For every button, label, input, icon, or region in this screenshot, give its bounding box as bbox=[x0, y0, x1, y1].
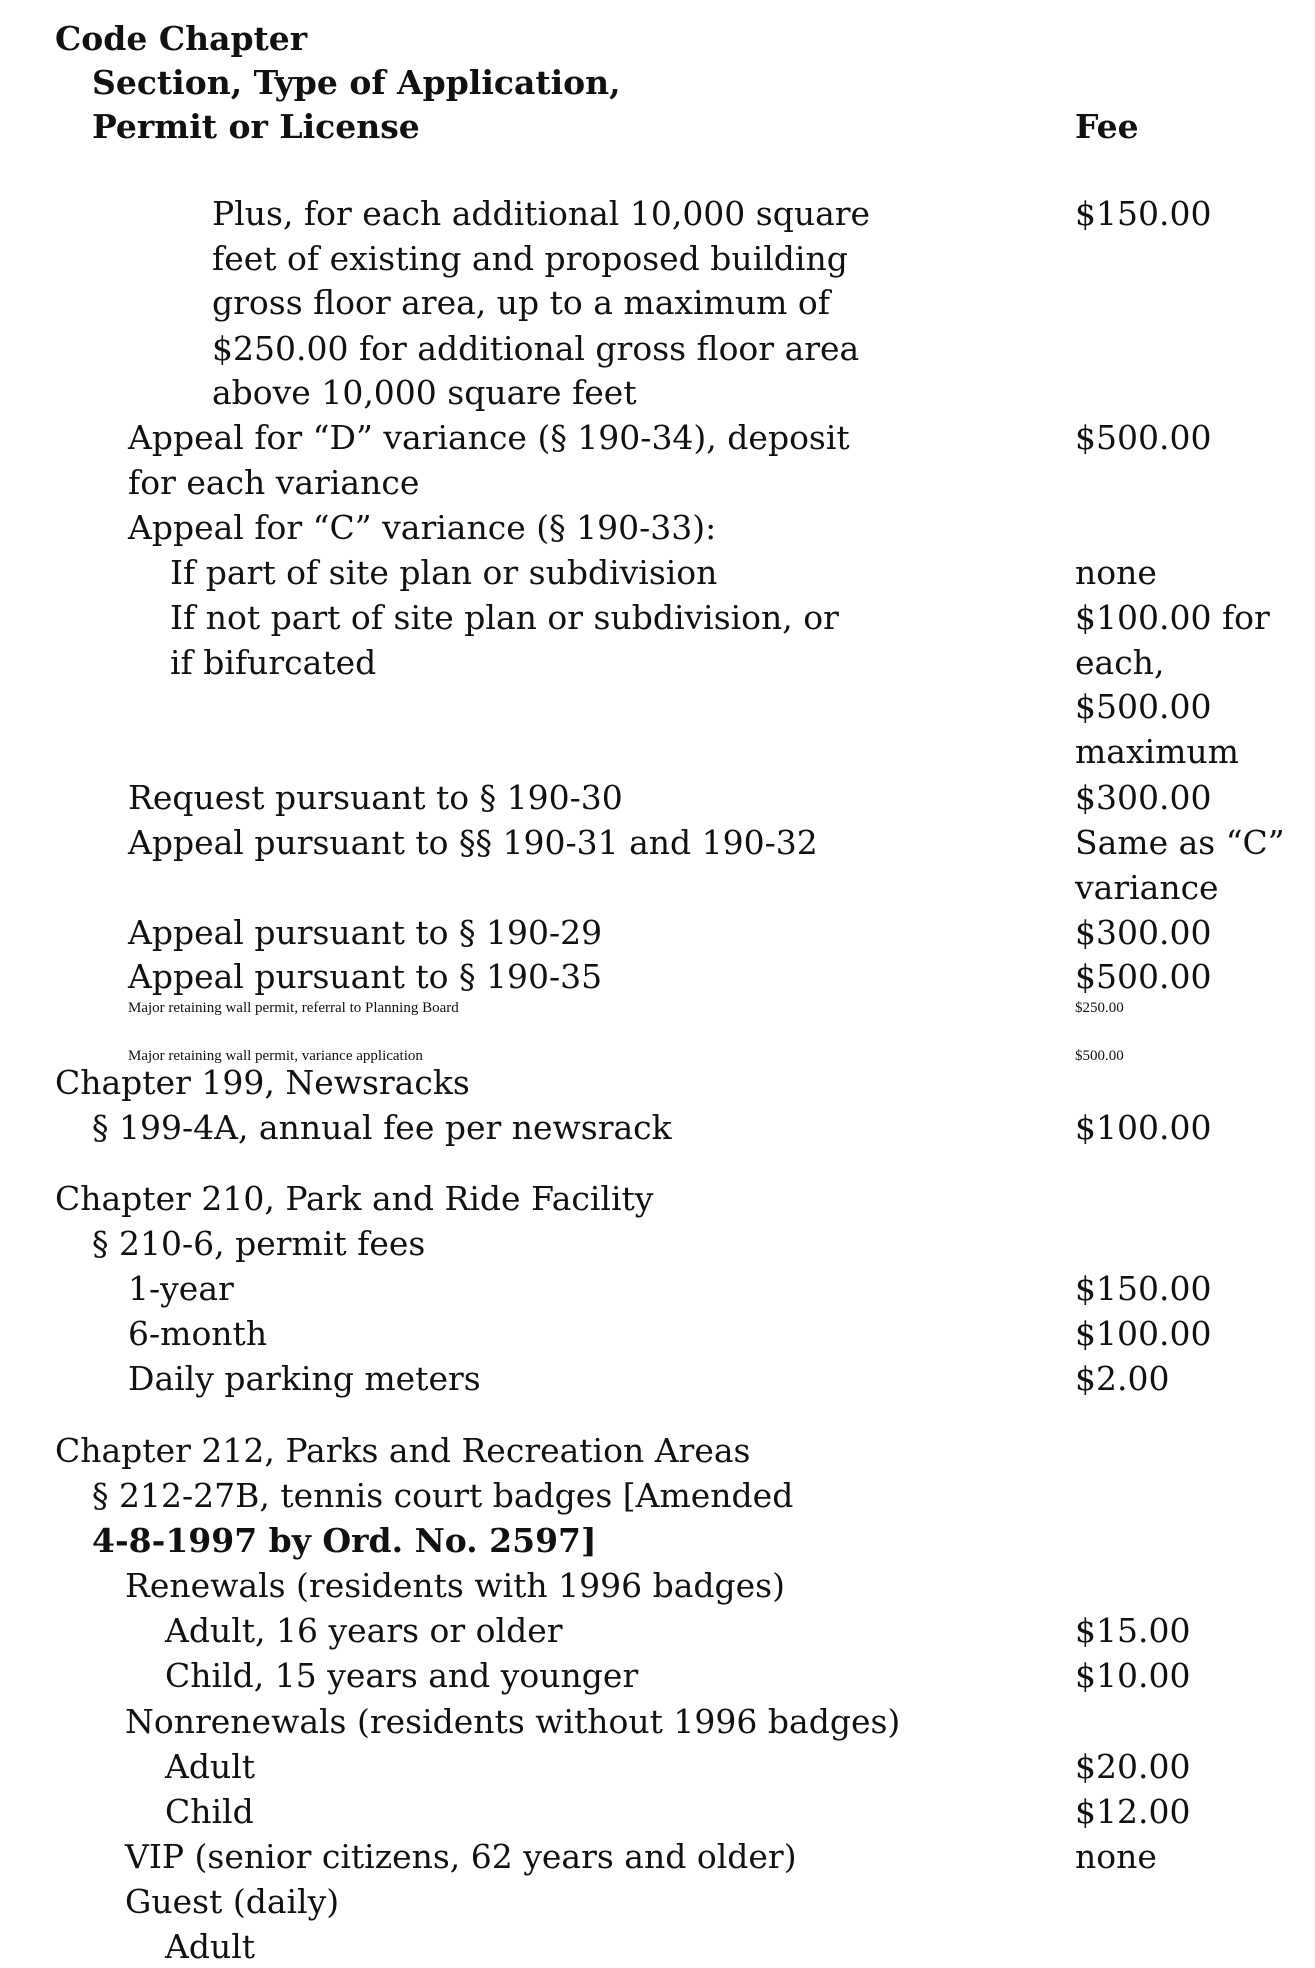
row-210-6-desc: § 210-6, permit fees bbox=[92, 1224, 426, 1263]
header-permit-license: Permit or License bbox=[92, 107, 420, 146]
row-nonrenewals-adult-desc: Adult bbox=[165, 1747, 256, 1786]
row-nonrenewals-child-fee: $12.00 bbox=[1075, 1792, 1191, 1831]
row-d-variance-fee: $500.00 bbox=[1075, 418, 1212, 457]
row-appeal-190-29-fee: $300.00 bbox=[1075, 913, 1212, 952]
row-retaining-wall-referral-desc: Major retaining wall permit, referral to Planning Board bbox=[128, 1000, 459, 1016]
row-212-27b-desc-2: 4-8-1997 by Ord. No. 2597] bbox=[92, 1521, 597, 1560]
row-c-notpart-fee-4: maximum bbox=[1075, 732, 1239, 771]
row-210-1year-desc: 1-year bbox=[128, 1269, 234, 1308]
row-appeal-190-35-desc: Appeal pursuant to § 190-35 bbox=[128, 957, 603, 996]
row-d-variance-desc-2: for each variance bbox=[128, 463, 420, 502]
row-c-part-desc: If part of site plan or subdivision bbox=[170, 553, 718, 592]
row-retaining-wall-variance-desc: Major retaining wall permit, variance application bbox=[128, 1048, 423, 1064]
row-plus-desc-1: Plus, for each additional 10,000 square bbox=[212, 194, 871, 233]
row-retaining-wall-referral-fee: $250.00 bbox=[1075, 1000, 1124, 1016]
row-nonrenewals-desc: Nonrenewals (residents without 1996 badges) bbox=[125, 1702, 901, 1741]
row-retaining-wall-variance-fee: $500.00 bbox=[1075, 1048, 1124, 1064]
row-appeal-190-35-fee: $500.00 bbox=[1075, 957, 1212, 996]
row-appeal-190-31-fee-2: variance bbox=[1075, 868, 1219, 907]
chapter-210-heading: Chapter 210, Park and Ride Facility bbox=[55, 1179, 654, 1218]
row-210-6month-fee: $100.00 bbox=[1075, 1314, 1212, 1353]
row-212-27b-desc-1: § 212-27B, tennis court badges [Amended bbox=[92, 1476, 794, 1515]
row-nonrenewals-child-desc: Child bbox=[165, 1792, 254, 1831]
row-renewals-child-fee: $10.00 bbox=[1075, 1656, 1191, 1695]
row-210-meters-fee: $2.00 bbox=[1075, 1359, 1170, 1398]
row-plus-desc-3: gross floor area, up to a maximum of bbox=[212, 283, 830, 322]
row-210-meters-desc: Daily parking meters bbox=[128, 1359, 481, 1398]
row-199-4a-fee: $100.00 bbox=[1075, 1108, 1212, 1147]
row-199-4a-desc: § 199-4A, annual fee per newsrack bbox=[92, 1108, 672, 1147]
row-c-variance-desc: Appeal for “C” variance (§ 190-33): bbox=[128, 508, 717, 547]
row-plus-desc-2: feet of existing and proposed building bbox=[212, 239, 848, 278]
row-appeal-190-31-fee-1: Same as “C” bbox=[1075, 823, 1285, 862]
row-vip-desc: VIP (senior citizens, 62 years and older) bbox=[125, 1837, 797, 1876]
header-code-chapter: Code Chapter bbox=[55, 19, 308, 58]
row-renewals-child-desc: Child, 15 years and younger bbox=[165, 1656, 639, 1695]
row-210-1year-fee: $150.00 bbox=[1075, 1269, 1212, 1308]
row-appeal-190-29-desc: Appeal pursuant to § 190-29 bbox=[128, 913, 603, 952]
row-guest-adult-desc: Adult bbox=[165, 1927, 256, 1966]
row-c-notpart-desc-2: if bifurcated bbox=[170, 643, 377, 682]
row-d-variance-desc-1: Appeal for “D” variance (§ 190-34), deposit bbox=[128, 418, 850, 457]
header-fee: Fee bbox=[1075, 107, 1139, 146]
row-210-6month-desc: 6-month bbox=[128, 1314, 268, 1353]
row-request-190-30-fee: $300.00 bbox=[1075, 778, 1212, 817]
row-renewals-desc: Renewals (residents with 1996 badges) bbox=[125, 1566, 785, 1605]
row-c-notpart-fee-1: $100.00 for bbox=[1075, 598, 1270, 637]
row-vip-fee: none bbox=[1075, 1837, 1157, 1876]
row-renewals-adult-fee: $15.00 bbox=[1075, 1611, 1191, 1650]
row-c-notpart-desc-1: If not part of site plan or subdivision, or bbox=[170, 598, 839, 637]
row-plus-desc-4: $250.00 for additional gross floor area bbox=[212, 329, 860, 368]
row-nonrenewals-adult-fee: $20.00 bbox=[1075, 1747, 1191, 1786]
row-c-notpart-fee-3: $500.00 bbox=[1075, 687, 1212, 726]
header-section-type: Section, Type of Application, bbox=[92, 63, 621, 102]
row-guest-desc: Guest (daily) bbox=[125, 1882, 340, 1921]
row-c-notpart-fee-2: each, bbox=[1075, 643, 1165, 682]
chapter-212-heading: Chapter 212, Parks and Recreation Areas bbox=[55, 1431, 751, 1470]
row-plus-desc-5: above 10,000 square feet bbox=[212, 373, 637, 412]
row-plus-fee: $150.00 bbox=[1075, 194, 1212, 233]
row-renewals-adult-desc: Adult, 16 years or older bbox=[165, 1611, 563, 1650]
row-appeal-190-31-desc: Appeal pursuant to §§ 190-31 and 190-32 bbox=[128, 823, 818, 862]
chapter-199-heading: Chapter 199, Newsracks bbox=[55, 1063, 470, 1102]
row-c-part-fee: none bbox=[1075, 553, 1157, 592]
row-request-190-30-desc: Request pursuant to § 190-30 bbox=[128, 778, 623, 817]
